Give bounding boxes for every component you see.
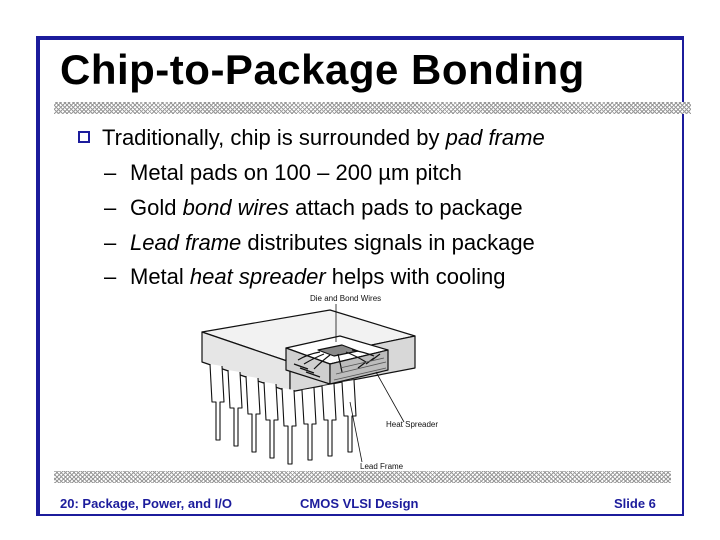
checkbox-bullet-icon [78,131,90,143]
sub-bullet-2 [104,194,523,222]
bullet-emphasis: pad frame [445,125,545,150]
sub-bullet-emphasis: bond wires [182,195,289,220]
package-illustration [190,290,460,480]
label-heat-spreader: Heat Spreader [386,420,439,429]
sub-bullet-4 [104,263,505,291]
bullet-item [78,124,545,152]
sub-bullet-3 [104,229,535,257]
sub-bullet-1 [104,159,462,187]
dash-marker: – [104,230,117,255]
slide-title: Chip-to-Package Bonding [60,46,585,93]
footer-slide-number: Slide 6 [614,496,656,511]
footer-divider [54,471,671,483]
title-divider [54,102,691,114]
sub-bullet-emphasis: heat spreader [189,264,326,289]
sub-bullet-text: Gold [130,195,183,220]
sub-bullet-emphasis: Lead frame [130,230,242,255]
dash-marker: – [104,264,117,289]
sub-bullet-text: helps with cooling [325,264,506,289]
label-die-and-bond-wires: Die and Bond Wires [310,294,382,303]
dash-marker: – [104,160,117,185]
sub-bullet-text: Metal [130,264,190,289]
footer-section: 20: Package, Power, and I/O [60,496,232,511]
dash-marker: – [104,195,117,220]
label-lead-frame: Lead Frame [360,462,404,471]
sub-bullet-text: Metal pads on 100 – 200 µm pitch [130,160,462,185]
bullet-text: Traditionally, chip is surrounded by [102,125,446,150]
package-cutaway-drawing [190,290,460,475]
sub-bullet-text: attach pads to package [288,195,523,220]
sub-bullet-text: distributes signals in package [241,230,535,255]
footer-course: CMOS VLSI Design [300,496,419,511]
